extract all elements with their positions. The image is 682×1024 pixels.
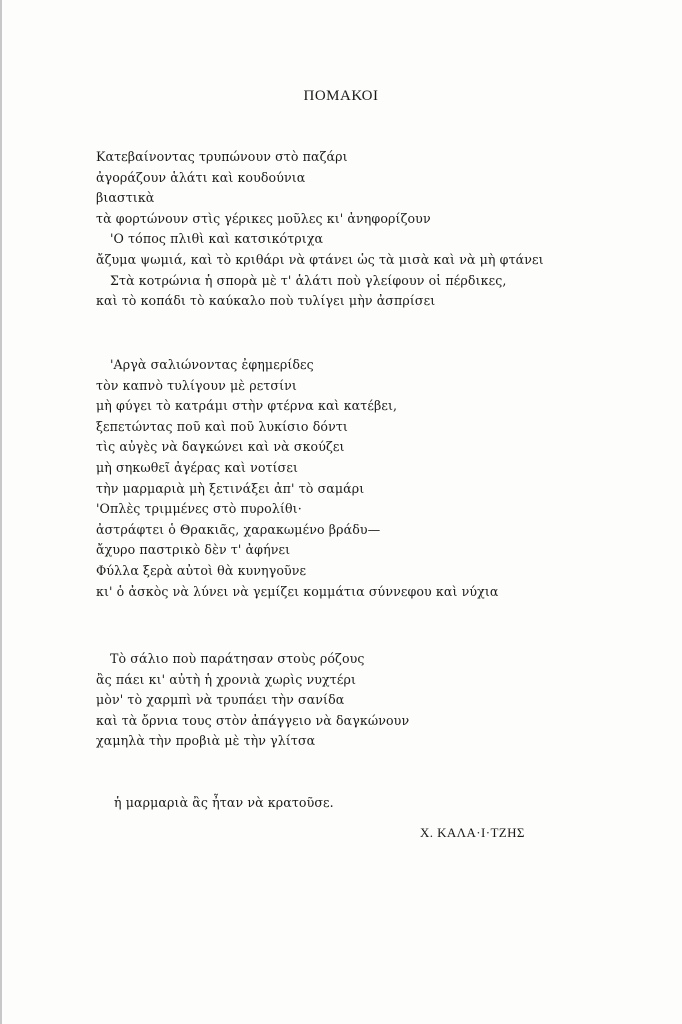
poem-line: 'Ο τόπος πλιθὶ καὶ κατσικότριχα bbox=[110, 231, 324, 247]
poem-line: ἀγοράζουν ἁλάτι καὶ κουδούνια bbox=[96, 169, 306, 185]
poem-line: Στὰ κοτρώνια ἡ σπορὰ μὲ τ' ἁλάτι ποὺ γλείφουν οἱ πέρδικες, bbox=[110, 272, 507, 288]
poem-line: ἡ μαρμαριὰ ἂς ἦταν νὰ κρατοῦσε. bbox=[114, 795, 334, 810]
poem-line: μὴ φύγει τὸ κατράμι στὴν φτέρνα καὶ κατέβει, bbox=[96, 398, 398, 414]
poem-line: ξεπετώντας ποῦ καὶ ποῦ λυκίσιο δόντι bbox=[96, 418, 348, 434]
poem-line: καὶ τὸ κοπάδι τὸ καύκαλο ποὺ τυλίγει μὴν ἀσπρίσει bbox=[96, 293, 436, 309]
poem-line: 'Αργὰ σαλιώνοντας ἐφημερίδες bbox=[110, 357, 314, 372]
author-signature: Χ. ΚΑΛΑ·Ι·ΤΖΗΣ bbox=[420, 825, 525, 840]
stanza-3 bbox=[96, 649, 616, 752]
poem-line: βιαστικὰ bbox=[96, 190, 155, 206]
page-edge-line bbox=[0, 0, 2, 1024]
poem-line: Κατεβαίνοντας τρυπώνουν στὸ παζάρι bbox=[96, 149, 348, 164]
poem-line: ἂς πάει κι' αὐτὴ ἡ χρονιὰ χωρὶς νυχτέρι bbox=[96, 671, 356, 687]
poem-title: ΠΟΜΑΚΟΙ bbox=[303, 88, 379, 104]
poem-line: 'Οπλὲς τριμμένες στὸ πυρολίθι· bbox=[96, 501, 302, 517]
poem-line: χαμηλὰ τὴν προβιὰ μὲ τὴν γλίτσα bbox=[96, 733, 316, 749]
stanza-1 bbox=[96, 147, 616, 312]
poem-line: Φύλλα ξερὰ αὐτοὶ θὰ κυνηγοῦνε bbox=[96, 562, 307, 578]
poem-line: τὶς αὐγὲς νὰ δαγκώνει καὶ νὰ σκούζει bbox=[96, 439, 345, 455]
poem-line: καὶ τὰ ὄρνια τους στὸν ἀπάγγειο νὰ δαγκώνουν bbox=[96, 712, 410, 728]
poem-line: ἀστράφτει ὁ Θρακιᾶς, χαρακωμένο βράδυ— bbox=[96, 521, 381, 537]
poem-line: ἄχυρο παστρικὸ δὲν τ' ἀφήνει bbox=[96, 542, 291, 558]
poem-line: ἄζυμα ψωμιά, καὶ τὸ κριθάρι νὰ φτάνει ὡς τὰ μισὰ καὶ νὰ μὴ φτάνει bbox=[96, 251, 544, 267]
poem-line: Τὸ σάλιο ποὺ παράτησαν στοὺς ρόζους bbox=[110, 651, 365, 666]
poem-line: μὸν' τὸ χαρμπὶ νὰ τρυπάει τὴν σανίδα bbox=[96, 692, 345, 708]
poem-line: τὴν μαρμαριὰ μὴ ξετινάξει ἀπ' τὸ σαμάρι bbox=[96, 480, 365, 496]
stanza-4 bbox=[114, 793, 634, 814]
poem-line: μὴ σηκωθεῖ ἀγέρας καὶ νοτίσει bbox=[96, 459, 299, 475]
poem-line: κι' ὁ ἀσκὸς νὰ λύνει νὰ γεμίζει κομμάτια σύννεφου καὶ νύχια bbox=[96, 583, 499, 599]
stanza-2 bbox=[96, 355, 616, 602]
poem-line: τὸν καπνὸ τυλίγουν μὲ ρετσίνι bbox=[96, 377, 297, 393]
poem-line: τὰ φορτώνουν στὶς γέρικες μοῦλες κι' ἀνηφορίζουν bbox=[96, 210, 431, 226]
